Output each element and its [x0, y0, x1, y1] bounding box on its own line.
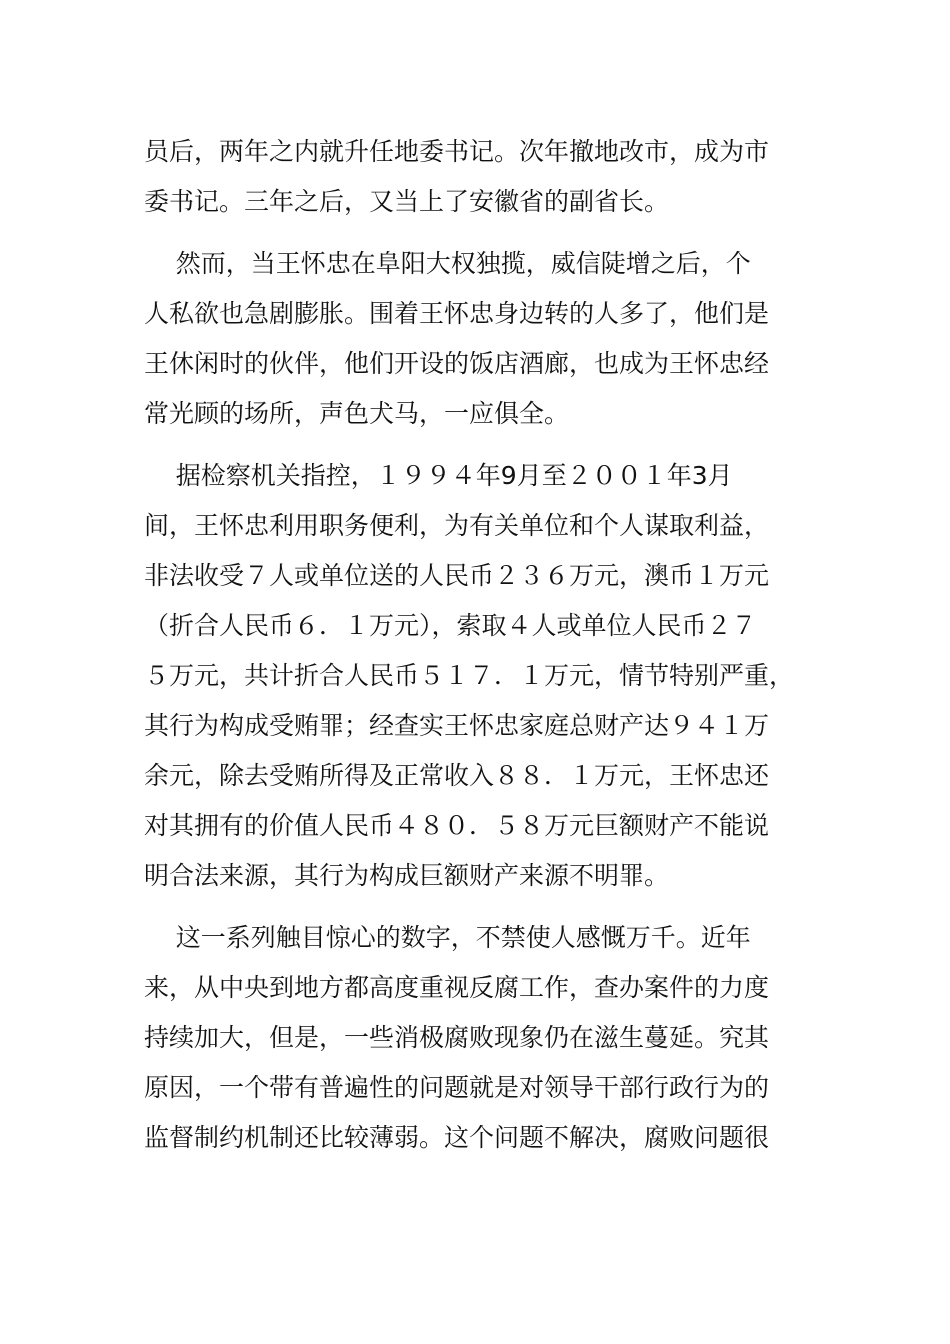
- text-line: 王休闲时的伙伴，他们开设的饭店酒廊，也成为王怀忠经: [144, 349, 770, 378]
- paragraph-3: [144, 451, 806, 901]
- text-line: 据检察机关指控，１９９４年9月至２００１年3月: [144, 461, 733, 490]
- text-line: 间，王怀忠利用职务便利，为有关单位和个人谋取利益，: [144, 511, 770, 540]
- text-line: 明合法来源，其行为构成巨额财产来源不明罪。: [144, 861, 670, 890]
- text-line: 持续加大，但是，一些消极腐败现象仍在滋生蔓延。究其: [144, 1023, 770, 1052]
- text-line: 人私欲也急剧膨胀。围着王怀忠身边转的人多了，他们是: [144, 299, 770, 328]
- text-line: （折合人民币６．１万元），索取４人或单位人民币２７: [144, 611, 757, 640]
- text-line: 非法收受７人或单位送的人民币２３６万元，澳币１万元: [144, 561, 770, 590]
- paragraph-1: [144, 127, 806, 227]
- text-line: 监督制约机制还比较薄弱。这个问题不解决，腐败问题很: [144, 1123, 770, 1152]
- text-line: 其行为构成受贿罪；经查实王怀忠家庭总财产达９４１万: [144, 711, 770, 740]
- text-line: 委书记。三年之后，又当上了安徽省的副省长。: [144, 187, 670, 216]
- text-line: 这一系列触目惊心的数字，不禁使人感慨万千。近年: [144, 923, 751, 952]
- text-line: 然而，当王怀忠在阜阳大权独揽，威信陡增之后，个: [144, 249, 751, 278]
- text-line: 原因，一个带有普遍性的问题就是对领导干部行政行为的: [144, 1073, 770, 1102]
- text-line: 余元，除去受贿所得及正常收入８８．１万元，王怀忠还: [144, 761, 770, 790]
- document-body: [144, 127, 806, 1175]
- paragraph-4: [144, 913, 806, 1163]
- text-line: 员后，两年之内就升任地委书记。次年撤地改市，成为市: [144, 137, 770, 166]
- text-line: ５万元，共计折合人民币５１７．１万元，情节特别严重，: [144, 661, 795, 690]
- text-line: 常光顾的场所，声色犬马，一应俱全。: [144, 399, 570, 428]
- text-line: 来，从中央到地方都高度重视反腐工作，查办案件的力度: [144, 973, 770, 1002]
- paragraph-2: [144, 239, 806, 439]
- text-line: 对其拥有的价值人民币４８０．５８万元巨额财产不能说: [144, 811, 770, 840]
